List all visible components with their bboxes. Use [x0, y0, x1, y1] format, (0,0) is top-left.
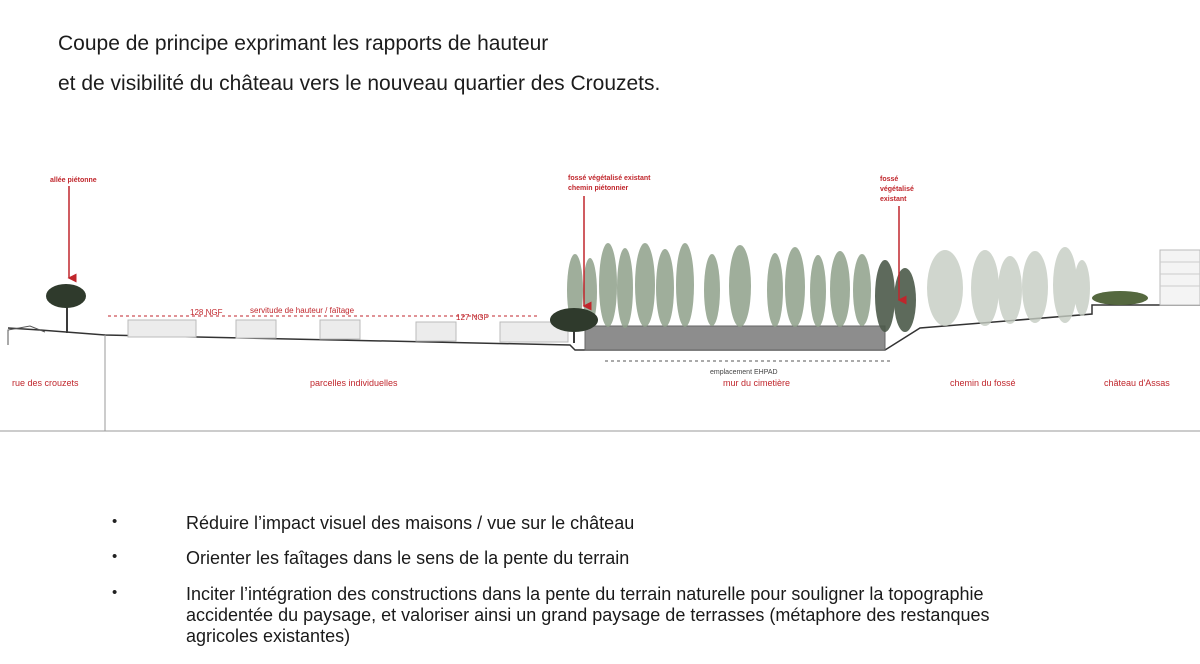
bullet-symbol: •	[112, 548, 118, 565]
pine-tree-left	[46, 284, 86, 333]
annotation-fosse-right-3: existant	[880, 196, 907, 203]
annotation-fosse-left-1: fossé végétalisé existant	[568, 175, 651, 182]
bullet-text: Inciter l’intégration des constructions dans la pente du terrain naturelle pour souligner la topographie accidentée du paysage, et valoriser ainsi un grand paysage de terrasses (métaphore des restanques agricoles existantes)	[186, 584, 990, 646]
annotation-fosse-left-2: chemin piétonnier	[568, 185, 629, 192]
section-diagram	[0, 150, 1200, 440]
zone-chateau: château d'Assas	[1104, 378, 1170, 388]
dark-vegetation	[875, 260, 916, 332]
bullet-symbol: •	[112, 513, 118, 530]
annotation-allee: allée piétonne	[50, 177, 97, 184]
title-line-1: Coupe de principe exprimant les rapports de hauteur	[58, 32, 549, 55]
dimension-ehpad: emplacement EHPAD	[710, 369, 778, 376]
house	[416, 322, 456, 341]
dimension-127-ngf: 127 NGF	[456, 313, 489, 322]
zone-parcelles: parcelles individuelles	[310, 378, 398, 388]
bullet-text: Orienter les faîtages dans le sens de la pente du terrain	[186, 548, 630, 568]
house	[236, 320, 276, 338]
house	[128, 320, 196, 337]
cemetery-wall	[585, 326, 885, 350]
bullet-symbol: •	[112, 584, 118, 601]
bullet-text: Réduire l’impact visuel des maisons / vue sur le château	[186, 513, 635, 533]
title-line-2: et de visibilité du château vers le nouveau quartier des Crouzets.	[58, 72, 661, 95]
dimension-128-ngf: 128 NGF	[190, 308, 223, 317]
annotation-fosse-right-2: végétalisé	[880, 186, 914, 193]
zone-rue: rue des crouzets	[12, 378, 79, 388]
cypress-row	[567, 243, 871, 328]
chateau-building	[1092, 250, 1200, 305]
faded-trees	[927, 247, 1090, 326]
zone-chemin: chemin du fossé	[950, 378, 1016, 388]
dimension-servitude: servitude de hauteur / faîtage	[250, 306, 355, 315]
annotation-fosse-right-1: fossé	[880, 176, 899, 183]
house	[320, 320, 360, 339]
zone-mur: mur du cimetière	[723, 378, 791, 388]
